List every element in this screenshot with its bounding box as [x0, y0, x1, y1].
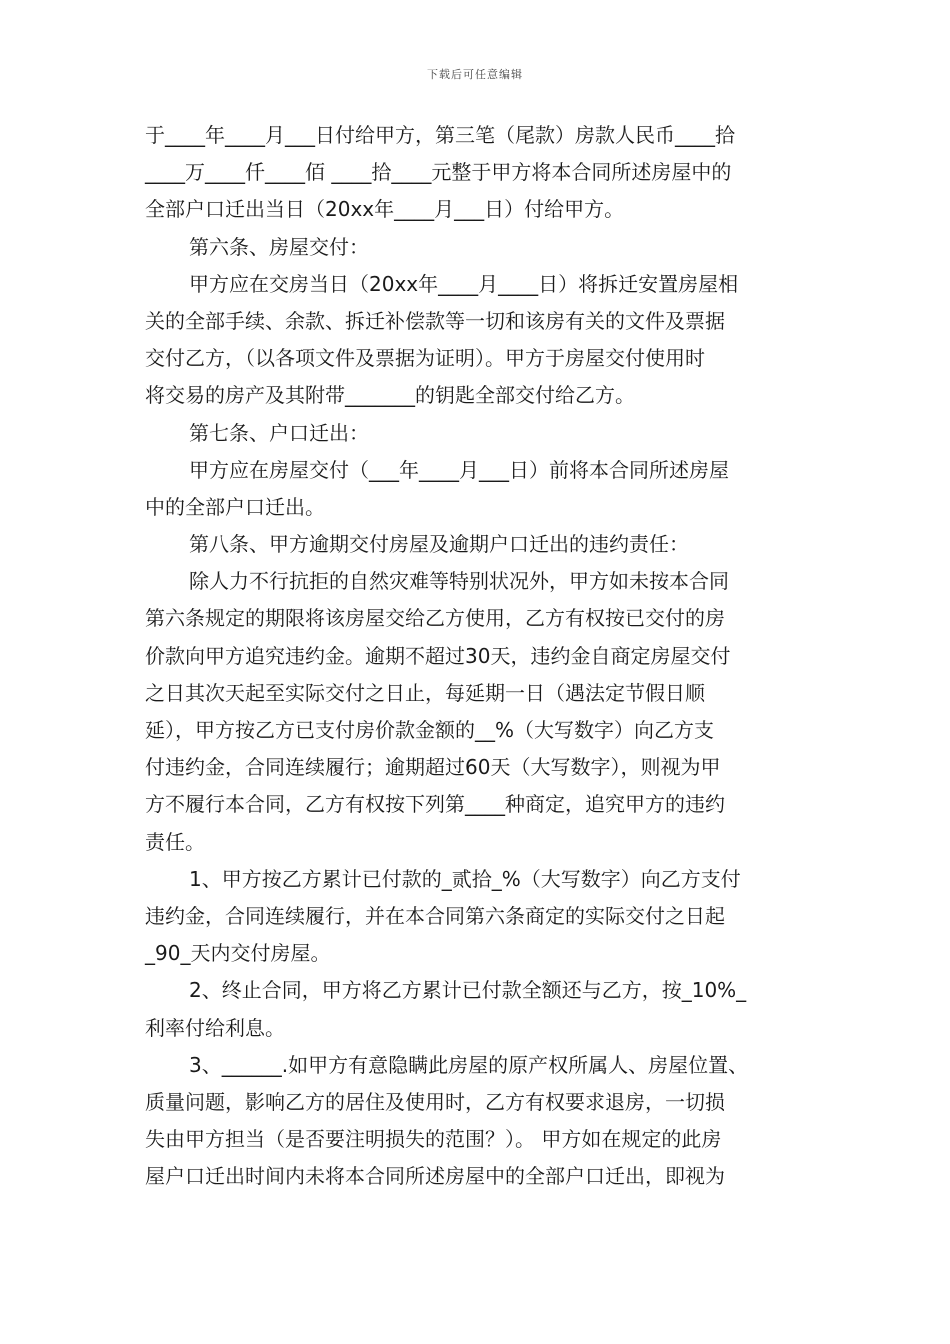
paragraph-line: _90_天内交付房屋。: [145, 941, 331, 966]
paragraph-line: 质量问题，影响乙方的居住及使用时，乙方有权要求退房，一切损: [145, 1089, 725, 1114]
paragraph-line: 将交易的房产及其附带_______的钥匙全部交付给乙方。: [145, 383, 635, 408]
paragraph-line: 屋户口迁出时间内未将本合同所述房屋中的全部户口迁出，即视为: [145, 1164, 725, 1189]
page-header: 下载后可任意编辑: [427, 68, 523, 81]
paragraph-line: ____万____仟____佰 ____拾____元整于甲方将本合同所述房屋中的: [145, 160, 732, 185]
paragraph-line: 责任。: [145, 829, 205, 854]
paragraph-line: 方不履行本合同，乙方有权按下列第____种商定，追究甲方的违约: [145, 792, 725, 817]
paragraph-line: 违约金，合同连续履行，并在本合同第六条商定的实际交付之日起: [145, 903, 725, 928]
paragraph-line: 2、终止合同，甲方将乙方累计已付款全额还与乙方，按_10%_: [189, 978, 747, 1003]
contract-body: [145, 117, 810, 1195]
paragraph-line: 第六条规定的期限将该房屋交给乙方使用，乙方有权按已交付的房: [145, 606, 725, 631]
paragraph-line: 于____年____月___日付给甲方，第三笔（尾款）房款人民币____拾: [145, 123, 735, 147]
paragraph-line: 全部户口迁出当日（20xx年____月___日）付给甲方。: [145, 197, 625, 222]
paragraph-line: 之日其次天起至实际交付之日止，每延期一日（遇法定节假日顺: [145, 680, 705, 705]
paragraph-line: 延），甲方按乙方已支付房价款金额的__%（大写数字）向乙方支: [145, 718, 715, 742]
paragraph-line: 价款向甲方追究违约金。逾期不超过30天，违约金自商定房屋交付: [145, 643, 731, 668]
paragraph-line: 第六条、房屋交付：: [189, 234, 369, 259]
paragraph-line: 第七条、户口迁出：: [189, 420, 369, 445]
paragraph-line: 关的全部手续、余款、拆迁补偿款等一切和该房有关的文件及票据: [145, 308, 725, 333]
paragraph-line: 3、______.如甲方有意隐瞒此房屋的原产权所属人、房屋位置、: [189, 1052, 749, 1077]
paragraph-line: 交付乙方，（以各项文件及票据为证明）。甲方于房屋交付使用时: [145, 346, 705, 371]
paragraph-line: 甲方应在交房当日（20xx年____月____日）将拆迁安置房屋相: [189, 271, 739, 296]
paragraph-line: 除人力不行抗拒的自然灾难等特别状况外，甲方如未按本合同: [189, 569, 729, 594]
paragraph-line: 中的全部户口迁出。: [145, 494, 325, 519]
paragraph-line: 失由甲方担当（是否要注明损失的范围？）。 甲方如在规定的此房: [145, 1127, 722, 1152]
paragraph-line: 利率付给利息。: [145, 1015, 285, 1040]
paragraph-line: 付违约金，合同连续履行；逾期超过60天（大写数字），则视为甲: [145, 755, 721, 780]
paragraph-line: 甲方应在房屋交付（___年____月___日）前将本合同所述房屋: [189, 457, 729, 482]
paragraph-line: 第八条、甲方逾期交付房屋及逾期户口迁出的违约责任：: [189, 532, 689, 557]
paragraph-line: 1、甲方按乙方累计已付款的_贰拾_%（大写数字）向乙方支付: [189, 866, 741, 891]
